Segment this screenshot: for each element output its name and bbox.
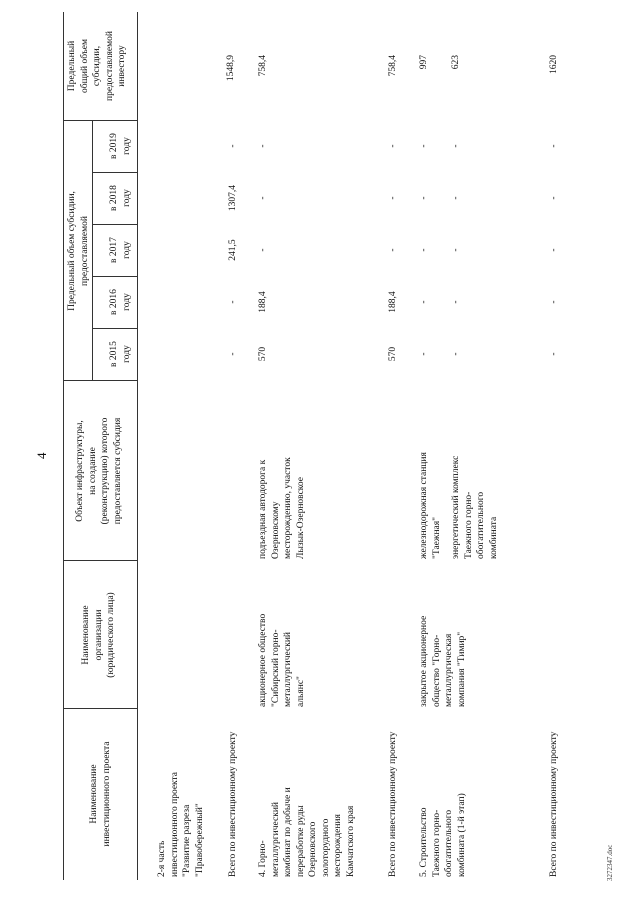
row-total-2-2019: - (388, 144, 398, 148)
header-year-2017: в 2017 году (109, 237, 132, 263)
row-total-2-2017: - (388, 248, 398, 252)
row-p5-obj1-2016: - (419, 300, 429, 304)
row-p5-object-energy-complex: энергетический комплекс Таежного горно- обогатительного комбината (451, 455, 499, 559)
row-p5-obj1-2015: - (419, 352, 429, 356)
header-year-2016: в 2016 году (109, 289, 132, 315)
row-p5-obj2-2016: - (451, 300, 461, 304)
row-p5-obj1-2017: - (419, 248, 429, 252)
row-total-3-2017: - (549, 248, 559, 252)
row-part2-total: 1548,9 (226, 55, 236, 82)
row-p4-organization: акционерное общество "Сибирский горно- металлургический альянс" (258, 613, 306, 707)
row-p5-obj1-total: 997 (419, 55, 429, 70)
row-p5-obj1-2019: - (419, 144, 429, 148)
row-total-1-2016: - (228, 300, 238, 304)
row-total-1-2017: 241,5 (228, 239, 238, 261)
row-total-3-2015: - (549, 352, 559, 356)
row-p5-obj1-2018: - (419, 196, 429, 200)
row-total-2-label: Всего по инвестиционному проекту (388, 731, 398, 877)
row-p5-obj2-2019: - (451, 144, 461, 148)
row-p5-obj2-total: 623 (451, 55, 461, 70)
row-p4-2017: - (258, 248, 268, 252)
footer-filename: 3272347.doc (606, 844, 614, 881)
row-p4-2019: - (258, 144, 268, 148)
header-bottom-border (137, 12, 138, 880)
row-total-1-label: Всего по инвестиционному проекту (228, 731, 238, 877)
row-p4-2018: - (258, 196, 268, 200)
header-project-name: Наименование инвестиционного проекта (89, 741, 112, 847)
row-total-3-label: Всего по инвестиционному проекту (549, 731, 559, 877)
row-p4-2015: 570 (258, 346, 268, 362)
row-total-3-2018: - (549, 196, 559, 200)
col-divider-3 (63, 380, 137, 381)
row-total-2-2015: 570 (388, 346, 398, 362)
row-p5-object-railway-station: железнодорожная станция "Таежная" (419, 452, 442, 559)
row-p5-obj2-2015: - (451, 352, 461, 356)
row-part2-project-name: 2-я часть инвестиционного проекта "Развитие разреза "Правобережный" (157, 771, 205, 877)
header-year-2018: в 2018 году (109, 185, 132, 211)
row-p4-project-name: 4. Горно- металлургический комбинат по добыче и переработке руды Озерновского золоторудного месторождения Камчатского края (258, 787, 356, 877)
header-infrastructure-object: Объект инфраструктуры, на создание (реконструкцию) которого предоставляется субсидия (75, 417, 123, 525)
row-total-3-2016: - (549, 300, 559, 304)
col-divider-1 (63, 708, 137, 709)
header-year-2019: в 2019 году (109, 133, 132, 159)
col-divider-2 (63, 560, 137, 561)
row-total-2-2016: 188,4 (388, 291, 398, 313)
row-total-1-2019: - (228, 144, 238, 148)
row-p4-object: подъездная автодорога к Озерновскому месторождению, участок Лызык-Озерновское (258, 457, 306, 559)
row-total-3-2019: - (549, 144, 559, 148)
row-p4-2016: 188,4 (258, 291, 268, 313)
row-p5-obj2-2017: - (451, 248, 461, 252)
header-total-subsidy: Предельный общий объем субсидии, предоставляемой инвестору (67, 31, 127, 101)
header-organization: Наименование организации (юридического лица) (81, 592, 116, 678)
row-total-1-2018: 1307,4 (228, 184, 238, 212)
table-top-border (63, 12, 64, 880)
row-total-1-2015: - (228, 352, 238, 356)
row-p4-total: 758,4 (258, 55, 268, 77)
header-year-2015: в 2015 году (109, 341, 132, 367)
row-p5-obj2-2018: - (451, 196, 461, 200)
row-total-2-total: 758,4 (388, 55, 398, 77)
row-total-2-2018: - (388, 196, 398, 200)
row-p5-project-name: 5. Строительство Таежного горно- обогатительного комбината (1-й этап) (419, 793, 467, 877)
row-total-3-total: 1620 (549, 55, 559, 74)
year-group-divider (92, 121, 93, 381)
page-number: 4 (34, 452, 49, 459)
row-p5-organization: закрытое акционерное общество "Горно- металлургическая компания "Тимир" (419, 615, 467, 707)
header-subsidy-group: Предельный объем субсидии, предоставляемой (67, 191, 90, 311)
